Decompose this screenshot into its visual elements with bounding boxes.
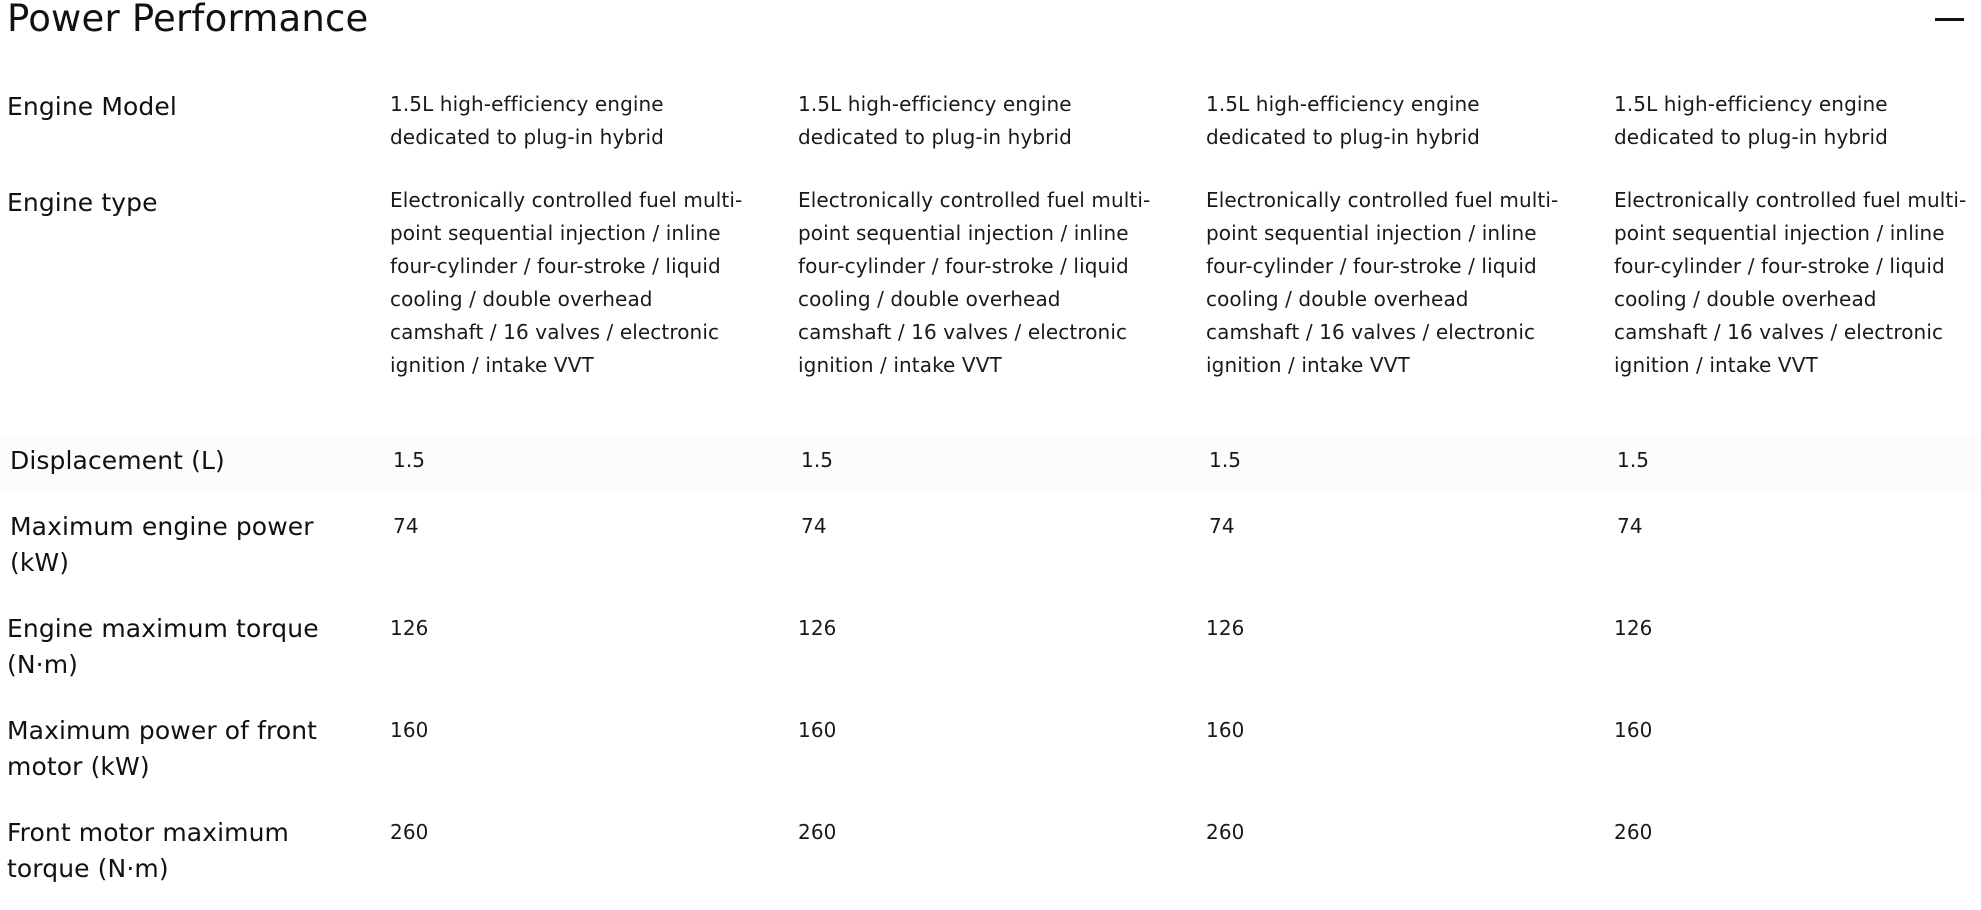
table-cell: 1.5 (393, 448, 426, 472)
table-cell: 1.5 (1209, 448, 1242, 472)
row-label: Maximum power of front motor (kW) (7, 716, 318, 781)
row-label: Engine maximum torque (N·m) (7, 614, 319, 679)
table-cell: 74 (801, 514, 827, 538)
table-cell: Electronically controlled fuel multi-point sequential injection / inline four-cylinder / four-stroke / liquid cooling / double overhead camshaft / 16 valves / electronic ignition / intake VVT (798, 188, 1151, 377)
spec-row-displacement (0, 436, 1981, 492)
table-cell: 1.5L high-efficiency engine dedicated to plug-in hybrid (798, 92, 1072, 149)
table-cell: 126 (390, 616, 429, 640)
table-cell: 126 (1614, 616, 1653, 640)
table-cell: 1.5 (1617, 448, 1650, 472)
table-cell: 74 (1209, 514, 1235, 538)
spec-row-engine-type (0, 182, 1981, 422)
table-cell: 160 (390, 718, 429, 742)
spec-row-engine-model (0, 86, 1981, 156)
collapse-toggle-button[interactable] (1928, 0, 1968, 38)
row-label: Displacement (L) (10, 446, 225, 475)
table-cell: 1.5L high-efficiency engine dedicated to plug-in hybrid (390, 92, 664, 149)
table-cell: 1.5 (801, 448, 834, 472)
row-label: Maximum engine power (kW) (10, 512, 314, 577)
row-label: Engine Model (7, 92, 177, 121)
spec-row-engine-max-torque (0, 608, 1981, 688)
table-cell: 160 (1206, 718, 1245, 742)
spec-row-max-engine-power (0, 506, 1981, 586)
table-cell: Electronically controlled fuel multi-point sequential injection / inline four-cylinder / four-stroke / liquid cooling / double overhead camshaft / 16 valves / electronic ignition / intake VVT (390, 188, 743, 377)
table-cell: Electronically controlled fuel multi-point sequential injection / inline four-cylinder / four-stroke / liquid cooling / double overhead camshaft / 16 valves / electronic ignition / intake VVT (1614, 188, 1967, 377)
table-cell: 260 (798, 820, 837, 844)
table-cell: 160 (1614, 718, 1653, 742)
section-header[interactable] (0, 0, 1981, 42)
table-cell: 74 (1617, 514, 1643, 538)
table-cell: 1.5L high-efficiency engine dedicated to plug-in hybrid (1206, 92, 1480, 149)
row-label: Front motor maximum torque (N·m) (7, 818, 290, 883)
table-cell: 260 (1206, 820, 1245, 844)
table-cell: 260 (390, 820, 429, 844)
table-cell: 160 (798, 718, 837, 742)
spec-row-front-motor-max-power (0, 710, 1981, 790)
spec-row-front-motor-max-torque (0, 812, 1981, 902)
section-title: Power Performance (7, 0, 369, 40)
table-cell: 260 (1614, 820, 1653, 844)
row-label: Engine type (7, 188, 158, 217)
minus-icon (1935, 18, 1964, 21)
table-cell: 126 (1206, 616, 1245, 640)
table-cell: 1.5L high-efficiency engine dedicated to plug-in hybrid (1614, 92, 1888, 149)
table-cell: 74 (393, 514, 419, 538)
table-cell: Electronically controlled fuel multi-point sequential injection / inline four-cylinder / four-stroke / liquid cooling / double overhead camshaft / 16 valves / electronic ignition / intake VVT (1206, 188, 1559, 377)
table-cell: 126 (798, 616, 837, 640)
